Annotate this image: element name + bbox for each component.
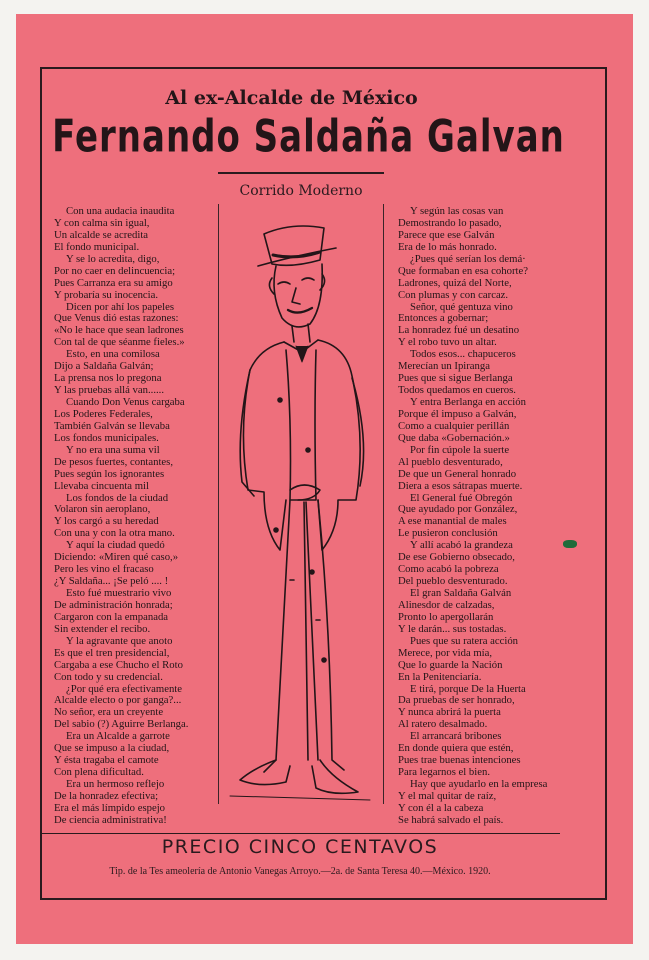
verse-line: El arrancará bribones — [410, 730, 502, 743]
verse-line: Y con él a la cabeza — [398, 801, 484, 814]
verse-line: Que se impuso a la ciudad, — [54, 742, 170, 755]
verse-line: De que un General honrado — [398, 467, 517, 480]
verse-line: Al ratero desalmado. — [398, 718, 488, 731]
verse-line: E tirá, porque De la Huerta — [410, 682, 526, 695]
verse-line: También Galván se llevaba — [54, 419, 170, 432]
verse-line: Era el más límpido espejo — [54, 801, 166, 814]
verse-line: Parece que ese Galván — [398, 228, 495, 241]
verse-line: Dicen por ahí los papeles — [66, 300, 175, 313]
title-divider — [218, 172, 384, 174]
verse-line: Por no caer en delincuencia; — [54, 264, 176, 277]
verse-line: Por fin cúpole la suerte — [410, 443, 510, 456]
verse-line: Y probaría su inocencia. — [54, 288, 159, 301]
verse-line: Que lo guarde la Nación — [398, 658, 503, 671]
verse-line: Llevaba cincuenta mil — [54, 479, 149, 492]
verse-line: De ese Gobierno obsecado, — [398, 551, 515, 564]
verse-line: Demostrando lo pasado, — [398, 216, 502, 229]
verse-line: Con plena dificultad. — [54, 766, 144, 779]
verse-line: Los fondos municipales. — [54, 431, 159, 444]
verse-line: Del sabio (?) Aguirre Berlanga. — [54, 718, 189, 731]
verse-line: Y el robo tuvo un altar. — [398, 336, 497, 349]
verse-line: Y nunca abrirá la puerta — [398, 706, 501, 719]
verse-line: Pues Carranza era su amigo — [54, 276, 173, 289]
verse-line: Hay que ayudarlo en la empresa — [410, 778, 548, 790]
verse-line: Y no era una suma vil — [66, 443, 160, 456]
verse-line: Esto fué muestrario vivo — [66, 587, 172, 599]
subtitle: Corrido Moderno — [239, 183, 363, 199]
verse-line: El gran Saldaña Galván — [410, 587, 512, 599]
verse-line: Todos esos... chapuceros — [410, 348, 516, 361]
verse-line: Que ayudado por González, — [398, 503, 518, 516]
verse-line: Pues según los ignorantes — [54, 467, 165, 480]
page-title: Fernando Saldaña Galvan — [52, 111, 565, 163]
verse-line: De administración honrada; — [54, 598, 173, 611]
verse-column-right — [398, 206, 568, 827]
verse-line: El fondo municipal. — [54, 240, 140, 253]
verse-line: Con una y con la otra mano. — [54, 527, 175, 540]
verse-line: Y las pruebas allá van...... — [54, 384, 165, 397]
verse-line: De pesos fuertes, contantes, — [54, 455, 174, 468]
verse-line: Al pueblo desventurado, — [398, 455, 503, 468]
verse-line: Merece, por vida mía, — [398, 646, 493, 659]
verse-line: Merecían un Ipiranga — [398, 360, 490, 373]
verse-line: Cuando Don Venus cargaba — [66, 396, 185, 408]
verse-line: Pero les vino el fracaso — [54, 563, 154, 576]
verse-line: Diciendo: «Miren qué caso,» — [54, 551, 179, 564]
caricature-illustration — [220, 200, 382, 810]
verse-line: Esto, en una comilosa — [66, 348, 160, 361]
verse-line: Pues trae buenas intenciones — [398, 754, 521, 767]
verse-line: Con una audacia inaudita — [66, 205, 175, 217]
verse-line: Todos quedamos en cueros. — [398, 384, 516, 397]
verse-line: Que formaban en esa cohorte? — [398, 264, 528, 277]
verse-line: Le pusieron conclusión — [398, 527, 498, 540]
printer-imprint: Tip. de la Tes ameolería de Antonio Vanegas Arroyo.—2a. de Santa Teresa 40.—México. 1920. — [109, 866, 491, 877]
verse-line: Alcalde electo o por ganga?... — [54, 694, 182, 707]
verse-line: ¿Y Saldaña... ¡Se peló .... ! — [54, 575, 169, 588]
verse-line: Que daba «Gobernación.» — [398, 431, 510, 444]
verse-line: En la Penitenciaría. — [398, 670, 482, 683]
verse-line: Como acabó la pobreza — [398, 563, 499, 576]
verse-line: Y allí acabó la grandeza — [410, 539, 513, 552]
verse-line: De ciencia administrativa! — [54, 813, 167, 826]
verse-line: Los fondos de la ciudad — [66, 491, 169, 504]
verse-line: Y la agravante que anoto — [66, 634, 173, 647]
verse-column-left — [54, 206, 214, 827]
verse-line: Porque él impuso a Galván, — [398, 407, 517, 420]
verse-line: Entonces a gobernar; — [398, 312, 489, 325]
verse-line: Pues que si sigue Berlanga — [398, 372, 513, 385]
verse-line: Y entra Berlanga en acción — [410, 396, 526, 408]
verse-line: Volaron sin aeroplano, — [54, 503, 151, 516]
verse-line: Pronto lo apergollarán — [398, 610, 494, 623]
verse-line: Del pueblo desventurado. — [398, 575, 508, 588]
verse-line: Era un hermoso reflejo — [66, 778, 165, 790]
verse-line: Con tal de que séanme fieles.» — [54, 336, 185, 349]
verse-line: Cargaron con la empanada — [54, 610, 169, 623]
verse-line: ¿Por qué era efectivamente — [66, 682, 183, 695]
verse-line: Dijo a Saldaña Galván; — [54, 360, 154, 373]
verse-line: Pues que su ratera acción — [410, 634, 519, 647]
verse-line: Se habrá salvado el país. — [398, 813, 504, 826]
verse-line: En donde quiera que estén, — [398, 742, 514, 755]
verse-line: Como a cualquier perillán — [398, 419, 510, 432]
price-divider — [40, 833, 560, 834]
verse-line: ¿Pues qué serían los demá· — [410, 252, 526, 265]
verse-line: Sin extender el recibo. — [54, 622, 151, 635]
verse-line: Diera a esos sátrapas muerte. — [398, 479, 523, 492]
verse-line: Y los cargó a su heredad — [54, 515, 159, 528]
verse-line: No señor, era un creyente — [54, 706, 164, 719]
verse-line: Alinesdor de calzadas, — [398, 598, 495, 611]
verse-line: Y el mal quitar de raíz, — [398, 789, 497, 802]
kicker-heading: Al ex-Alcalde de México — [165, 87, 418, 109]
verse-line: Y según las cosas van — [410, 205, 504, 217]
verse-line: Con todo y su credencial. — [54, 670, 163, 683]
column-divider-right — [383, 204, 384, 804]
verse-line: Era de lo más honrado. — [398, 240, 497, 253]
verse-line: Que Venus dió estas razones: — [54, 312, 179, 325]
verse-line: Y con calma sin igual, — [54, 216, 150, 229]
verse-line: Ladrones, quizá del Norte, — [398, 276, 512, 289]
verse-line: Y le darán... sus tostadas. — [398, 622, 507, 635]
verse-line: Los Poderes Federales, — [54, 407, 153, 420]
verse-line: Un alcalde se acredita — [54, 228, 149, 241]
verse-line: De la honradez efectiva; — [54, 789, 159, 802]
verse-line: Da pruebas de ser honrado, — [398, 694, 515, 707]
verse-line: La honradez fué un desatino — [398, 324, 520, 337]
verse-line: «No le hace que sean ladrones — [54, 324, 184, 337]
verse-line: El General fué Obregón — [410, 491, 513, 504]
verse-line: La prensa nos lo pregona — [54, 372, 162, 385]
verse-line: Cargaba a ese Chucho el Roto — [54, 658, 183, 671]
verse-line: Señor, qué gentuza vino — [410, 300, 513, 313]
verse-line: Era un Alcalde a garrote — [66, 730, 170, 743]
verse-line: A ese manantial de males — [398, 515, 507, 528]
verse-line: Y se lo acredita, digo, — [66, 252, 160, 265]
ink-spot — [563, 540, 577, 548]
verse-line: Y aquí la ciudad quedó — [66, 539, 165, 552]
price-label: PRECIO CINCO CENTAVOS — [161, 836, 439, 858]
verse-line: Para legarnos el bien. — [398, 766, 490, 779]
verse-line: Y ésta tragaba el camote — [54, 754, 159, 767]
column-divider-left — [218, 204, 219, 804]
verse-line: Es que el tren presidencial, — [54, 646, 170, 659]
verse-line: Con plumas y con carcaz. — [398, 288, 509, 301]
